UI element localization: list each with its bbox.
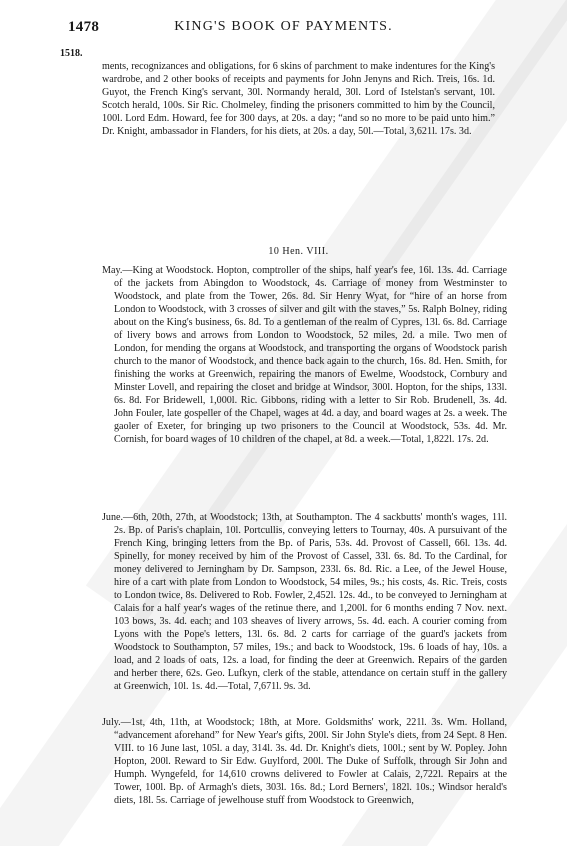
page-header: [0, 19, 567, 39]
continuation-text: ments, recognizances and obligations, for 6 skins of parchment to make indentures for the King's wardrobe, and 2 other books of receipts and payments for John Jenyns and Rich. Treis, 16s. 1d. Guyot, the French King's servant, 30l. Normandy herald, 30l. Lord of Istelstan's servant, 10l. Scotch herald, 100s. Sir Ric. Cholmeley, finding the prisoners committed to him by the Council, 100l. Lord Edm. Howard, fee for 300 days, at 20s. a day; “and so no more to be paid unto him.” Dr. Knight, ambassador in Flanders, for his diets, at 20s. a day, 50l.—Total, 3,621l. 17s. 3d.: [102, 61, 495, 137]
entry-may-text: May.—King at Woodstock. Hopton, comptroller of the ships, half year's fee, 16l. 13s. 4d. Carriage of the jackets from Abingdon to Woodstock, 4s. Carriage of money from Westminster to Woodstock, and plate from the Tower, 26s. 8d. Sir Henry Wyat, for “hire of an horse from London to Woodstock, with 3 crosses of silver and gilt with the staves,” 5s. Ralph Bolney, riding about on the King's business, 6s. 8d. To a gentleman of the realm of Cypres, 13l. 6s. 8d. Carriage of livery bows and arrows from London to Woodstock, 52 miles, 2d. a mile. Two men of London, for mending the organs at Woodstock, and transporting the organs of Woodstock parish church to the manor of Woodstock, and thence back again to the church, 16s. 8d. Hen. Smith, for finishing the works at Greenwich, repairing the manors of Ewelme, Woodstock, Cornbury and Minster Lovell, and repairing the closet and bridge at Windsor, 300l. Hopton, for the ships, 133l. 6s. 8d. For Bridewell, 1,000l. Ric. Gibbons, riding with a letter to Sir Rob. Brudenell, 3s. 4d. John Fouler, late gospeller of the Chapel, wages at 4d. a day, and board wages at 2s. a week. The gaoler of Exeter, for bringing up two prisoners to the Council at Woodstock, 53s. 4d. Mr. Cornish, for board wages of 10 children of the chapel, at 8d. a week.—Total, 1,822l. 17s. 2d.: [102, 265, 507, 445]
entry-july: [102, 716, 507, 807]
entry-june-text: June.—6th, 20th, 27th, at Woodstock; 13th, at Southampton. The 4 sackbutts' month's wages, 11l. 2s. Bp. of Paris's chaplain, 10l. Portcullis, conveying letters to Tournay, 40s. A pursuivant of the French King, bringing letters from the Bp. of Paris, 53s. 4d. Provost of Cassell, 66l. 13s. 4d. Spinelly, for money received by him of the Provost of Cassel, 33l. 6s. 8d. To the Cardinal, for money delivered to Jerningham by Dr. Sampson, 233l. 6s. 8d. Ric. a Lee, of the Jewel House, hire of a cart with plate from London to Woodstock, 54 miles, 9s.; his costs, 4s. Ric. Treis, costs to London twice, 8s. Delivered to Rob. Fowler, 2,452l. 12s. 4d., to be conveyed to Jerningham at Calais for a half year's wages of the retinue there, and 1,200l. for 6 months ending 7 Nov. next. 103 bows, 3s. 4d. each; and 103 sheaves of livery arrows, 5s. 4d. each. A courier coming from Lyons with the Pope's letters, 13l. 6s. 8d. 2 carts for carriage of the guard's jackets from Woodstock to Southampton, 57 miles, 19s.; and back to Woodstock, 19s. 6 loads of hay, 10s. a load, and 2 loads of oats, 12s. a load, for finding the deer at Greenwich. Repairs of the garden and herber there, 62s. Geo. Lufkyn, clerk of the stable, attendance on certain stuff in the gallery at Greenwich, 10l. 1s. 4d.—Total, 7,671l. 9s. 3d.: [102, 512, 507, 692]
continuation-paragraph: [102, 60, 495, 138]
section-heading: 10 Hen. VIII.: [268, 246, 329, 257]
page-number: 1478: [68, 19, 100, 35]
entry-may: [102, 264, 507, 446]
entry-july-text: July.—1st, 4th, 11th, at Woodstock; 18th, at More. Goldsmiths' work, 221l. 3s. Wm. Holland, “advancement aforehand” for New Year's gifts, 200l. Sir John Style's diets, from 24 Sept. 8 Hen. VIII. to 16 June last, 105l. a day, 314l. 3s. 4d. Dr. Knight's diets, 100l.; sent by W. Popley. John Hopton, 200l. Reward to Sir Edw. Guylford, 200l. The Duke of Suffolk, through Sir John and Humph. Wyngefeld, for 14,610 crowns delivered to Fowler at Calais, 2,722l. Repairs at the Tower, 100l. Bp. of Armagh's diets, 303l. 16s. 8d.; Lord Berners', 182l. 10s.; Windsor herald's diets, 18l. 5s. Carriage of jewelhouse stuff from Woodstock to Greenwich,: [102, 717, 507, 806]
margin-year: 1518.: [60, 48, 83, 59]
entry-june: [102, 511, 507, 693]
running-title: KING'S BOOK OF PAYMENTS.: [174, 19, 393, 34]
